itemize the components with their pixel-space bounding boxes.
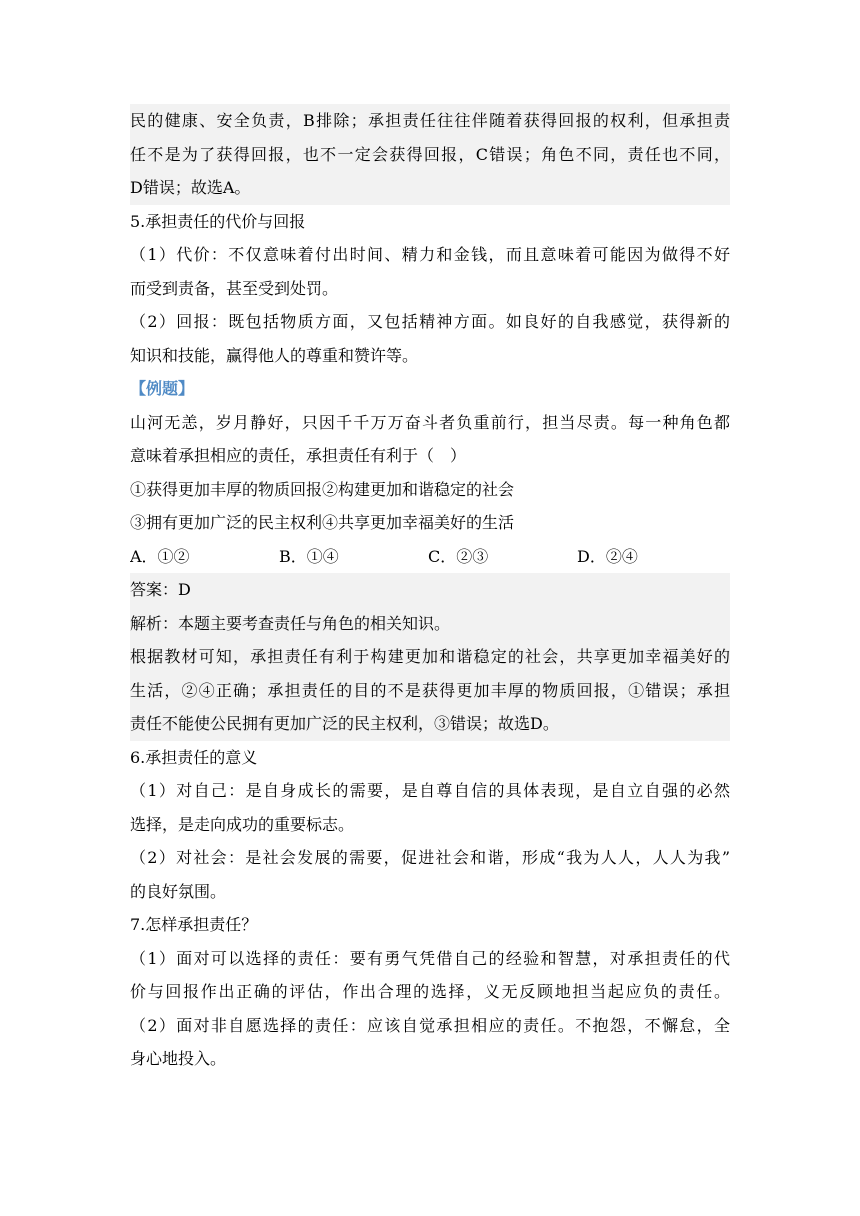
section-cost-and-reward [130, 205, 730, 373]
analysis-text-line: 任不是为了获得回报，也不一定会获得回报，C错误；角色不同，责任也不同， [130, 144, 730, 164]
example-question [130, 372, 730, 741]
option-a: A．①② [130, 546, 190, 566]
paragraph-line: 而受到责备，甚至受到处罚。 [130, 278, 339, 298]
paragraph-line: 选择，是走向成功的重要标志。 [130, 814, 355, 834]
previous-analysis-block [130, 104, 730, 205]
section-heading: 5.承担责任的代价与回报 [130, 211, 306, 231]
analysis-text-line: 根据教材可知，承担责任有利于构建更加和谐稳定的社会，共享更加幸福美好的 [130, 647, 730, 666]
paragraph-line: （1）代价：不仅意味着付出时间、精力和金钱，而且意味着可能因为做得不好 [130, 245, 730, 264]
section-significance [130, 741, 730, 909]
option-d: D．②④ [577, 546, 638, 566]
section-heading: 7.怎样承担责任？ [130, 915, 258, 934]
paragraph-line: 知识和技能，赢得他人的尊重和赞许等。 [130, 345, 419, 365]
analysis-text-line: 生活，②④正确；承担责任的目的不是获得更加丰厚的物质回报，①错误；承担 [130, 680, 730, 700]
paragraph-line: 身心地投入。 [130, 1049, 227, 1068]
answer-options [130, 540, 730, 574]
answer-line: 答案：D [130, 580, 191, 599]
question-stem-line: 意味着承担相应的责任，承担责任有利于（ ） [130, 446, 467, 465]
choice-statements-line: ①获得更加丰厚的物质回报②构建更加和谐稳定的社会 [130, 479, 515, 499]
analysis-text-line: 责任不能使公民拥有更加广泛的民主权利，③错误；故选D。 [130, 714, 559, 733]
paragraph-line: （2）回报：既包括物质方面，又包括精神方面。如良好的自我感觉，获得新的 [130, 312, 730, 331]
option-c: C．②③ [428, 546, 489, 566]
analysis-text-line: D错误；故选A。 [130, 178, 251, 197]
section-heading: 6.承担责任的意义 [130, 747, 258, 767]
choice-statements-line: ③拥有更加广泛的民主权利④共享更加幸福美好的生活 [130, 513, 515, 532]
answer-analysis-block [130, 573, 730, 741]
option-b: B．①④ [279, 546, 339, 566]
paragraph-line: （2）面对非自愿选择的责任：应该自觉承担相应的责任。不抱怨，不懈怠，全 [130, 1015, 730, 1035]
example-label: 【例题】 [130, 379, 195, 398]
paragraph-line: 的良好氛围。 [130, 881, 227, 901]
paragraph-line: 价与回报作出正确的评估，作出合理的选择，义无反顾地担当起应负的责任。 [130, 982, 730, 1001]
analysis-intro-line: 解析：本题主要考查责任与角色的相关知识。 [130, 613, 451, 633]
paragraph-line: （1）对自己：是自身成长的需要，是自尊自信的具体表现，是自立自强的必然 [130, 781, 730, 800]
analysis-text-line: 民的健康、安全负责，B排除；承担责任往往伴随着获得回报的权利，但承担责 [130, 111, 730, 130]
section-how-to-take-responsibility [130, 908, 730, 1076]
paragraph-line: （2）对社会：是社会发展的需要，促进社会和谐，形成“我为人人，人人为我” [130, 848, 730, 867]
paragraph-line: （1）面对可以选择的责任：要有勇气凭借自己的经验和智慧，对承担责任的代 [130, 948, 730, 968]
question-stem-line: 山河无恙，岁月静好，只因千千万万奋斗者负重前行，担当尽责。每一种角色都 [130, 412, 730, 432]
document-page [130, 104, 730, 1076]
